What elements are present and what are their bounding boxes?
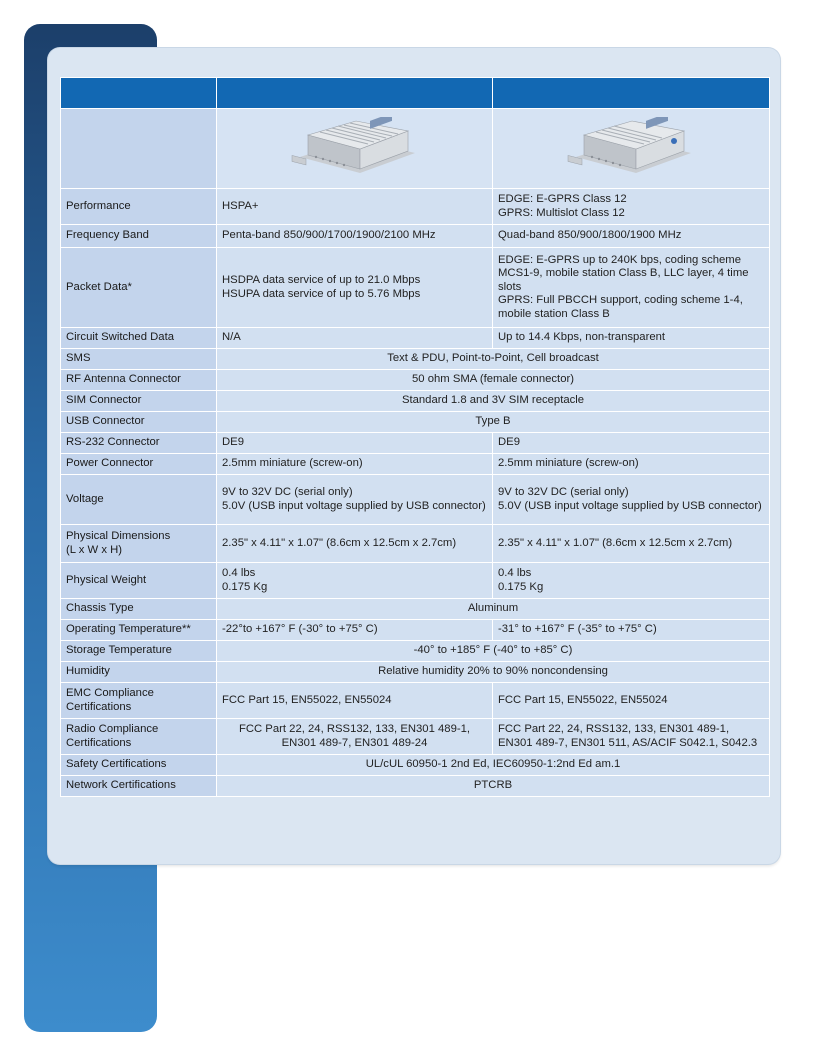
row-label: Power Connector: [61, 454, 217, 475]
image-row-label: [61, 109, 217, 189]
table-row: [61, 433, 770, 454]
table-row: [61, 641, 770, 662]
cell-product-a: FCC Part 22, 24, RSS132, 133, EN301 489-1, EN301 489-7, EN301 489-24: [217, 719, 493, 755]
row-label: SMS: [61, 349, 217, 370]
table-row: [61, 599, 770, 620]
cell-shared: UL/cUL 60950-1 2nd Ed, IEC60950-1:2nd Ed am.1: [217, 755, 770, 776]
table-row: [61, 525, 770, 563]
cell-shared: -40° to +185° F (-40° to +85° C): [217, 641, 770, 662]
cell-product-b: 0.4 lbs 0.175 Kg: [493, 563, 770, 599]
cell-product-b: FCC Part 15, EN55022, EN55024: [493, 683, 770, 719]
table-row: [61, 683, 770, 719]
row-label: Physical Weight: [61, 563, 217, 599]
table-row: [61, 248, 770, 328]
row-label: Operating Temperature**: [61, 620, 217, 641]
cell-product-b: EDGE: E-GPRS Class 12 GPRS: Multislot Class 12: [493, 189, 770, 225]
table-row: [61, 776, 770, 797]
cell-shared: 50 ohm SMA (female connector): [217, 370, 770, 391]
cell-product-a: 2.35" x 4.11" x 1.07" (8.6cm x 12.5cm x 2.7cm): [217, 525, 493, 563]
row-label: Packet Data*: [61, 248, 217, 328]
cell-product-a: Penta-band 850/900/1700/1900/2100 MHz: [217, 225, 493, 248]
table-row: [61, 755, 770, 776]
cell-product-a: N/A: [217, 328, 493, 349]
row-label: Humidity: [61, 662, 217, 683]
cell-product-b: Quad-band 850/900/1800/1900 MHz: [493, 225, 770, 248]
row-label: USB Connector: [61, 412, 217, 433]
cell-product-a: 2.5mm miniature (screw-on): [217, 454, 493, 475]
cell-product-a: FCC Part 15, EN55022, EN55024: [217, 683, 493, 719]
table-row: [61, 370, 770, 391]
row-label: Storage Temperature: [61, 641, 217, 662]
cell-shared: Text & PDU, Point-to-Point, Cell broadcast: [217, 349, 770, 370]
cell-product-a: 0.4 lbs 0.175 Kg: [217, 563, 493, 599]
row-label: Physical Dimensions (L x W x H): [61, 525, 217, 563]
row-label: Performance: [61, 189, 217, 225]
table-row: [61, 328, 770, 349]
row-label: Network Certifications: [61, 776, 217, 797]
table-row: [61, 454, 770, 475]
cell-product-b: EDGE: E-GPRS up to 240K bps, coding scheme MCS1-9, mobile station Class B, LLC layer, 4 time slots GPRS: Full PBCCH support, coding scheme 1-4, mobile station Class B: [493, 248, 770, 328]
cell-product-b: DE9: [493, 433, 770, 454]
cell-shared: Standard 1.8 and 3V SIM receptacle: [217, 391, 770, 412]
product-a-image-cell: [217, 109, 493, 189]
cell-product-b: Up to 14.4 Kbps, non-transparent: [493, 328, 770, 349]
table-header-row: [61, 78, 770, 109]
cell-product-b: 9V to 32V DC (serial only) 5.0V (USB input voltage supplied by USB connector): [493, 475, 770, 525]
product-b-image-cell: [493, 109, 770, 189]
table-row: [61, 475, 770, 525]
cell-product-b: FCC Part 22, 24, RSS132, 133, EN301 489-1, EN301 489-7, EN301 511, AS/ACIF S042.1, S042.3: [493, 719, 770, 755]
row-label: EMC Compliance Certifications: [61, 683, 217, 719]
header-cell-label: [61, 78, 217, 109]
cell-product-a: HSPA+: [217, 189, 493, 225]
cell-product-b: -31° to +167° F (-35° to +75° C): [493, 620, 770, 641]
row-label: Chassis Type: [61, 599, 217, 620]
table-row: [61, 412, 770, 433]
table-row: [61, 563, 770, 599]
row-label: Voltage: [61, 475, 217, 525]
table-row: [61, 391, 770, 412]
cell-product-a: -22°to +167° F (-30° to +75° C): [217, 620, 493, 641]
table-row: [61, 662, 770, 683]
spec-table: [60, 77, 770, 797]
header-cell-product-b: [493, 78, 770, 109]
cell-shared: Type B: [217, 412, 770, 433]
cell-shared: Aluminum: [217, 599, 770, 620]
cell-product-a: DE9: [217, 433, 493, 454]
cell-product-b: 2.35" x 4.11" x 1.07" (8.6cm x 12.5cm x 2.7cm): [493, 525, 770, 563]
cell-product-b: 2.5mm miniature (screw-on): [493, 454, 770, 475]
row-label: RS-232 Connector: [61, 433, 217, 454]
cell-shared: PTCRB: [217, 776, 770, 797]
row-label: RF Antenna Connector: [61, 370, 217, 391]
modem-device-icon: [566, 117, 696, 181]
row-label: Frequency Band: [61, 225, 217, 248]
row-label: Safety Certifications: [61, 755, 217, 776]
table-row: [61, 349, 770, 370]
table-row: [61, 719, 770, 755]
cell-product-a: 9V to 32V DC (serial only) 5.0V (USB input voltage supplied by USB connector): [217, 475, 493, 525]
row-label: Circuit Switched Data: [61, 328, 217, 349]
table-row: [61, 189, 770, 225]
modem-device-icon: [290, 117, 420, 181]
product-image-row: [61, 109, 770, 189]
table-row: [61, 225, 770, 248]
row-label: Radio Compliance Certifications: [61, 719, 217, 755]
cell-shared: Relative humidity 20% to 90% noncondensing: [217, 662, 770, 683]
table-row: [61, 620, 770, 641]
cell-product-a: HSDPA data service of up to 21.0 Mbps HSUPA data service of up to 5.76 Mbps: [217, 248, 493, 328]
header-cell-product-a: [217, 78, 493, 109]
row-label: SIM Connector: [61, 391, 217, 412]
